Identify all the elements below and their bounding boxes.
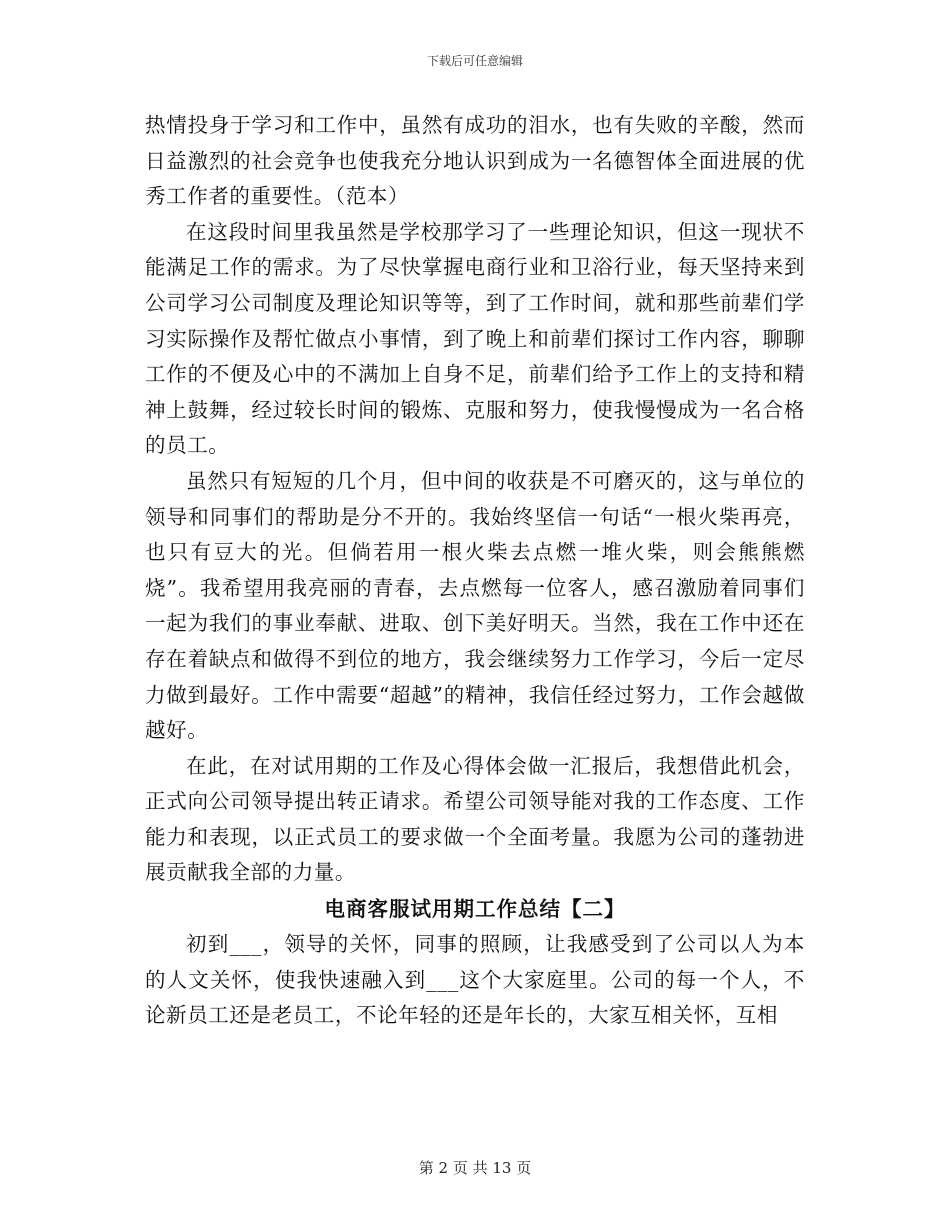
paragraph: 在这段时间里我虽然是学校那学习了一些理论知识，但这一现状不能满足工作的需求。为了尽快掌握电商行业和卫浴行业，每天坚持来到公司学习公司制度及理论知识等等，到了工作时间，就和那些前辈们学习实际操作及帮忙做点小事情，到了晚上和前辈们探讨工作内容，聊聊工作的不便及心中的不满加上自身不足，前辈们给予工作上的支持和精神上鼓舞，经过较长时间的锻炼、克服和努力，使我慢慢成为一名合格的员工。 [145, 219, 805, 458]
page-number-footer: 第 2 页 共 13 页 [418, 1159, 532, 1177]
paragraph-continued: 热情投身于学习和工作中，虽然有成功的泪水，也有失败的辛酸，然而日益激烈的社会竞争也使我充分地认识到成为一名德智体全面进展的优秀工作者的重要性。（范本） [145, 113, 805, 209]
page-header: 下载后可任意编辑 [426, 54, 523, 68]
paragraph: 在此，在对试用期的工作及心得体会做一汇报后，我想借此机会，正式向公司领导提出转正请求。希望公司领导能对我的工作态度、工作能力和表现，以正式员工的要求做一个全面考量。我愿为公司的蓬勃进展贡献我全部的力量。 [145, 753, 805, 885]
paragraph: 虽然只有短短的几个月，但中间的收获是不可磨灭的，这与单位的领导和同事们的帮助是分不开的。我始终坚信一句话“一根火柴再亮，也只有豆大的光。但倘若用一根火柴去点燃一堆火柴，则会熊熊燃烧”。我希望用我亮丽的青春，去点燃每一位客人，感召激励着同事们一起为我们的事业奉献、进取、创下美好明天。当然，我在工作中还在存在着缺点和做得不到位的地方，我会继续努力工作学习，今后一定尽力做到最好。工作中需要“超越”的精神，我信任经过努力，工作会越做越好。 [145, 468, 805, 743]
document-body [145, 108, 805, 1034]
section-title: 电商客服试用期工作总结【二】 [324, 897, 626, 922]
paragraph: 初到___，领导的关怀，同事的照顾，让我感受到了公司以人为本的人文关怀，使我快速融入到___这个大家庭里。公司的每一个人，不论新员工还是老员工，不论年轻的还是年长的，大家互相关怀，互相 [145, 932, 805, 1028]
